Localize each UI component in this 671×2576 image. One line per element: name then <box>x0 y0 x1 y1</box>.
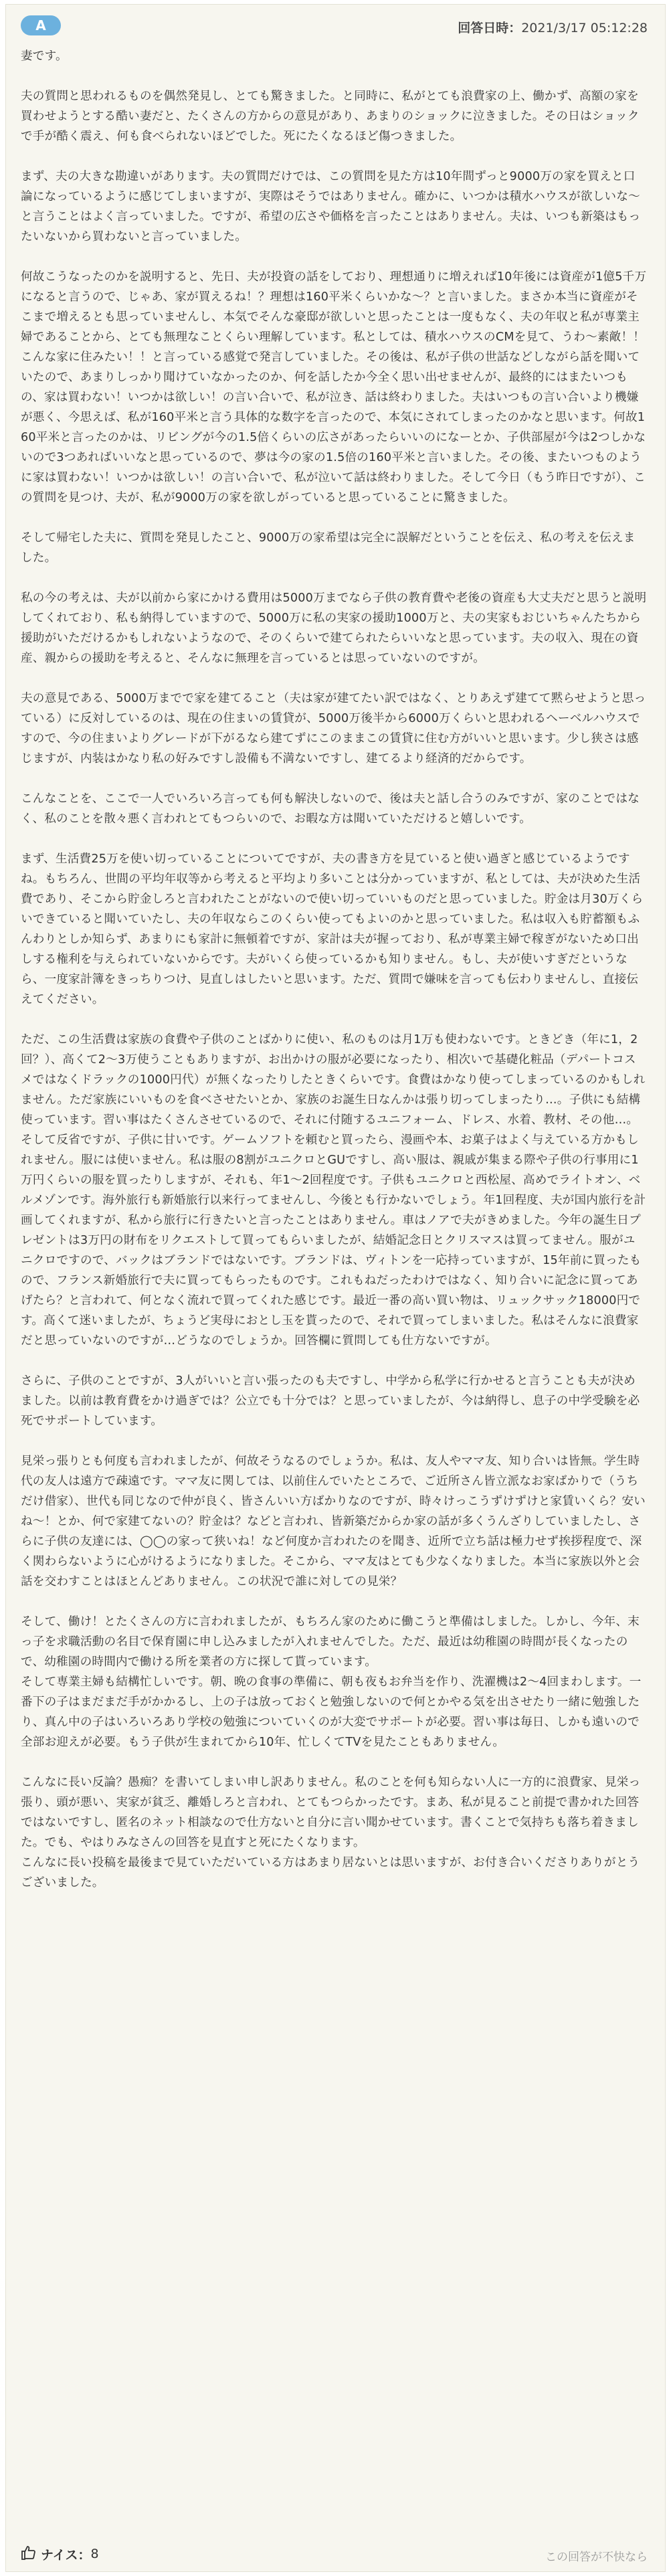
answer-paragraph: こんなに長い反論？愚痴？を書いてしまい申し訳ありません。私のことを何も知らない人に一方的に浪費家、見栄っ張り、頭が悪い、実家が貧乏、離婚しろと言われ、とてもつらかったです。まあ、私が見ること前提で書かれた回答ではないですし、匿名のネット相談なので仕方ないと自分に言い聞かせています。書くことで気持ちも落ち着きました。でも、やはりみなさんの回答を見直すと死にたくなります。 こんなに長い投稿を最後まで見ていただいている方はあまり居ないとは思いますが、お付き合いくださりありがとうございました。 <box>21 1776 641 1890</box>
answer-paragraph: そして、働け！とたくさんの方に言われましたが、もちろん家のために働こうと準備はしました。しかし、今年、末っ子を求職活動の名目で保育園に申し込みましたが入れませんでした。ただ、最近は幼稚園の時間が長くなったので、幼稚園の時間内で働ける所を業者の方に探して貰っています。 そして専業主婦も結構忙しいです。朝、晩の食事の準備に、朝も夜もお弁当を作り、洗濯機は2〜4回まわします。一番下の子はまだまだ手がかかるし、上の子は放っておくと勉強しないので何とかやる気を出させたり一緒に勉強したり、真ん中の子はいろいろあり学校の勉強についていくのが大変でサポートが必要。習い事は毎日、しかも遠いので全部お迎えが必要。もう子供が生まれてから10年、忙しくてTVを見たこともありません。 <box>21 1615 642 1749</box>
answer-badge: A <box>21 15 61 35</box>
answer-paragraph: まず、生活費25万を使い切っていることについてですが、夫の書き方を見ていると使い過ぎと感じているようですね。もちろん、世間の平均年収等から考えると平均より多いことは分かっていますが、私としては、夫が決めた生活費であり、そこから貯金しろと言われたことがないので使い切っていいものだと思っていました。貯金は月30万くらいできていると聞いていたし、夫の年収ならこのくらい使ってもよいのかと思っていました。私は収入も貯蓄額もふんわりとしか知らず、あまりにも家計に無頓着ですが、家計は夫が握っており、私が専業主婦で稼ぎがないため口出しする権利を与えられていないからです。夫がいくら使っているかも知りません。もし、夫が使いすぎだというなら、一度家計簿をきっちりつけ、見直しはしたいと思います。ただ、質問で嫌味を言っても伝わりませんし、直接伝えてください。 <box>21 852 644 1006</box>
answer-footer <box>6 2537 665 2571</box>
answer-paragraph: まず、夫の大きな勘違いがあります。夫の質問だけでは、この質問を見た方は10年間ずっと9000万の家を買えと口論になっているように感じてしまいますが、実際はそうではありません。確かに、いつかは積水ハウスが欲しいな〜と言うことはよく言っていました。ですが、希望の広さや価格を言ったことはありません。夫は、いつも新築はもったいないから買わないと言っていました。 <box>21 170 641 244</box>
answer-paragraph: 夫の意見である、5000万までで家を建てること（夫は家が建てたい訳ではなく、とりあえず建てて黙らせようと思っている）に反対しているのは、現在の住まいの賃貸が、5000万後半から6000万くらいと思われるヘーベルハウスですので、今の住まいよりグレードが下がるなら建てずにこのままこの賃貸に住む方がいいと思います。少し狭さは感じますが、内装はかなり私の好みですし設備も不満ないですし、建てるより経済的だからです。 <box>21 692 646 765</box>
answer-time-label: 回答日時： <box>458 21 522 35</box>
answer-body <box>21 46 647 1913</box>
answer-paragraph: そして帰宅した夫に、質問を発見したこと、9000万の家希望は完全に誤解だということを伝え、私の考えを伝えました。 <box>21 531 636 565</box>
report-link[interactable]: この回答が不快なら <box>545 2551 648 2564</box>
like-button[interactable] <box>21 2543 99 2565</box>
answer-paragraph: こんなことを、ここで一人でいろいろ言っても何も解決しないので、後は夫と話し合うのみですが、家のことではなく、私のことを散々悪く言われとてもつらいので、お暇な方は聞いていただけると嬉しいです。 <box>21 792 640 826</box>
answer-time-value: 2021/3/17 05:12:28 <box>521 21 648 35</box>
answer-paragraph: さらに、子供のことですが、3人がいいと言い張ったのも夫ですし、中学から私学に行かせると言うことも夫が決めました。以前は教育費をかけ過ぎでは？公立でも十分では？と思っていましたが、今は納得し、息子の中学受験を必死でサポートしています。 <box>21 1374 640 1428</box>
thumbs-up-icon <box>21 2545 41 2564</box>
answer-timestamp <box>458 18 648 36</box>
answer-paragraph: 見栄っ張りとも何度も言われましたが、何故そうなるのでしょうか。私は、友人やママ友、知り合いは皆無。学生時代の友人は遠方で疎遠です。ママ友に関しては、以前住んでいたところで、ご近所さん皆立派なお家ばかりで（うちだけ借家）、世代も同じなので仲が良く、皆さんいい方ばかりなのですが、時々けっこうずけずけと家賃いくら？安いね〜！とか、何で家建てないの？貯金は？などと言われ、皆新築だからか家の話が多くうんざりしていましたし、さらに子供の友達には、◯◯の家って狭いね！など何度か言われたのを聞き、近所で立ち話は極力せず挨拶程度で、深く関わらないように心がけるようになりました。そこから、ママ友はとても少なくなりました。本当に家族以外と会話を交わすことはほとんどありません。この状況で誰に対しての見栄？ <box>21 1455 646 1588</box>
answer-paragraph: 夫の質問と思われるものを偶然発見し、とても驚きました。と同時に、私がとても浪費家の上、働かず、高額の家を買わせようとする酷い妻だと、たくさんの方からの意見があり、あまりのショックに泣きました。その日はショックで手が酷く震え、何も食べられないほどでした。死にたくなるほど傷つきました。 <box>21 90 640 143</box>
answer-paragraph: ただ、この生活費は家族の食費や子供のことばかりに使い、私のものは月1万も使わないです。ときどき（年に1，2回？）、高くて2〜3万使うこともありますが、お出かけの服が必要になったり、相次いで基礎化粧品（デパートコスメではなくドラックの1000円代）が無くなったりしたときくらいです。食費はかなり使ってしまっているのかもしれません。ただ家族にいいものを食べさせたいとか、家族のお誕生日なんかは張り切ってしまったり…。子供にも結構使っています。習い事はたくさんさせているので、それに付随するユニフォーム、ドレス、水着、教材、その他…。そして反省ですが、子供に甘いです。ゲームソフトを頼むと買ったら、漫画や本、お菓子はよく与えている方かもしれません。服には使いません。私は服の8割がユニクロとGUですし、高い服は、親戚が集まる際や子供の行事用に1万円くらいの服を買ったりしますが、それも、年1〜2回程度です。子供もユニクロと西松屋、高めでライトオン、ベルメゾンです。海外旅行も新婚旅行以来行ってませんし、今後とも行かないでしょう。年1回程度、夫が国内旅行を計画してくれますが、私から旅行に行きたいと言ったことはありません。車はノアで夫がきめました。今年の誕生日プレゼントは3万円の財布をリクエストして買ってもらいましたが、結婚記念日とクリスマスは買ってません。服がユニクロですので、バックはブランドではないです。ブランドは、ヴィトンを一応持っていますが、15年前に買ったもので、フランス新婚旅行で夫に買ってもらったものです。これもねだったわけではなく、知り合いに記念に買ってあげたら？と言われて、何となく流れで買ってくれた感じです。最近一番の高い買い物は、リュックサック18000円です。高くて迷いましたが、ちょうど実母におとし玉を貰ったので、それで買ってしまいました。私はそんなに浪費家だと思っていないのですが…どうなのでしょうか。回答欄に質問しても仕方ないですが。 <box>21 1033 646 1348</box>
like-count: 8 <box>90 2547 99 2561</box>
answer-header <box>6 5 665 43</box>
answer-paragraph: 妻です。 <box>21 50 68 63</box>
answer-paragraph: 何故こうなったのかを説明すると、先日、夫が投資の話をしており、理想通りに増えれば10年後には資産が1億5千万になると言うので、じゃあ、家が買えるね！？理想は160平米くらいかな〜？と言いました。まさか本当に資産がそこまで増えるとも思っていませんし、本気でそんな豪邸が欲しいと思ったことは一度もなく、夫の年収と私が専業主婦であることから、とても無理なことくらい理解しています。私としては、積水ハウスのCMを見て、うわ〜素敵！！こんな家に住みたい！！と言っている感覚で発言していました。その後は、私が子供の世話などしながら話を聞いていたので、あまりしっかり聞けていなかったのか、何を話したか今全く思い出せませんが、最終的にはまたいつもの、家は買わない！いつかは欲しい！の言い合いで、私が泣き、話は終わりました。夫はいつもの言い合いより機嫌が悪く、今思えば、私が160平米と言う具体的な数字を言ったので、本気にされてしまったのかなと思います。何故160平米と言ったのかは、リビングが今の1.5倍くらいの広さがあったらいいのになーとか、子供部屋が今は2つしかないので3つあればいいなと思っているので、夢は今の家の1.5倍の160平米と言いました。その後、またいつものように家は買わない！いつかは欲しい！の言い合いで、私が泣いて話は終わりました。そして今日（もう昨日ですが）、この質問を見つけ、夫が、私が9000万の家を欲しがっていると思っていることに驚きました。 <box>21 270 647 504</box>
like-label: ナイス： <box>41 2547 91 2563</box>
answer-card <box>5 4 666 2572</box>
answer-paragraph: 私の今の考えは、夫が以前から家にかける費用は5000万までなら子供の教育費や老後の資産も大丈夫だと思うと説明してくれており、私も納得していますので、5000万に私の実家の援助1000万と、夫の実家もおじいちゃんたちから援助がいただけるかもしれないようなので、そのくらいで建てられたらいいなと思っています。夫の収入、現在の資産、親からの援助を考えると、そんなに無理を言っているとは思っていないのですが。 <box>21 591 647 665</box>
